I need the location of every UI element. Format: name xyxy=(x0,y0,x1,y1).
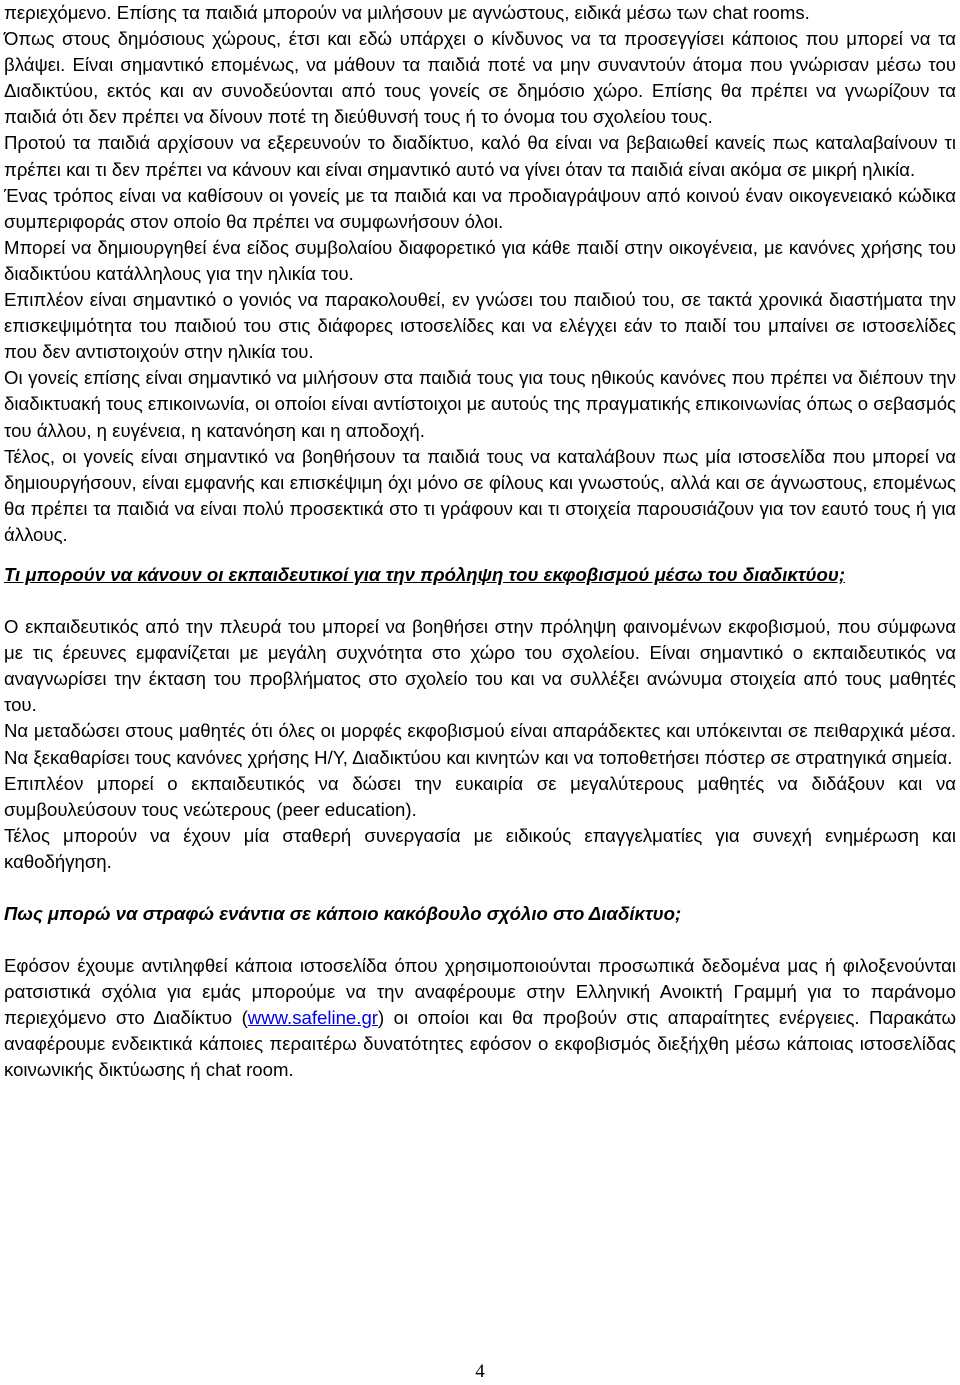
paragraph: Μπορεί να δημιουργηθεί ένα είδος συμβολαίου διαφορετικό για κάθε παιδί στην οικογένεια, με κανόνες χρήσης του διαδικτύου κατάλληλους για την ηλικία του. xyxy=(4,236,956,284)
paragraph: Προτού τα παιδιά αρχίσουν να εξερευνούν το διαδίκτυο, καλό θα είναι να βεβαιωθεί κανείς πως καταλαβαίνουν τι πρέπει και τι δεν πρέπει να κάνουν και είναι σημαντικό αυτό να γίνει όταν τα παιδιά είναι ακόμα σε μικρή ηλικία. xyxy=(4,132,956,180)
paragraph: Να μεταδώσει στους μαθητές ότι όλες οι μορφές εκφοβισμού είναι απαράδεκτες και υπόκεινται σε πειθαρχικά μέσα. Να ξεκαθαρίσει τους κανόνες χρήσης Η/Υ, Διαδικτύου και κινητών και να τοποθετήσει πόστερ σε στρατηγικά σημεία. xyxy=(4,720,956,768)
paragraph-comment xyxy=(4,953,956,1083)
section-heading-comment-text: Πως μπορώ να στραφώ ενάντια σε κάποιο κακόβουλο σχόλιο στο Διαδίκτυο; xyxy=(4,903,682,924)
safeline-link[interactable]: www.safeline.gr xyxy=(247,1007,378,1029)
paragraph-text: Εφόσον έχουμε αντιληφθεί κάποια ιστοσελίδα όπου χρησιμοποιούνται προσωπικά δεδομένα μας ή φιλοξενούνται ρατσιστικά σχόλια για εμάς μπορούμε να την αναφέρουμε στην Ελληνική Ανοικτή Γραμμή για το παράνομο περιεχόμενο στο Διαδίκτυο ( xyxy=(4,955,956,1029)
paragraph: Επιπλέον είναι σημαντικό ο γονιός να παρακολουθεί, εν γνώσει του παιδιού του, σε τακτά χρονικά διαστήματα την επισκεψιμότητα του παιδιού του στις διάφορες ιστοσελίδες και να ελέγχει εάν το παιδί του μπαίνει σε ιστοσελίδες που δεν αντιστοιχούν στην ηλικία του. xyxy=(4,289,956,363)
paragraph: Ο εκπαιδευτικός από την πλευρά του μπορεί να βοηθήσει στην πρόληψη φαινομένων εκφοβισμού, που σύμφωνα με τις έρευνες εμφανίζεται με μεγάλη συχνότητα στο χώρο του σχολείου. Είναι σημαντικό ο εκπαιδευτικός να αναγνωρίσει την έκταση του προβλήματος στο σχολείο του και να συλλέξει ανώνυμα στοιχεία από τους μαθητές του. xyxy=(4,616,956,716)
paragraph: Επιπλέον μπορεί ο εκπαιδευτικός να δώσει την ευκαιρία σε μεγαλύτερους μαθητές να διδάξουν και να συμβουλεύσουν τους νεώτερους (peer education). xyxy=(4,772,956,820)
paragraph: Ένας τρόπος είναι να καθίσουν οι γονείς με τα παιδιά και να προδιαγράψουν από κοινού έναν οικογενειακό κώδικα συμπεριφοράς στον οποίο θα πρέπει να συμφωνήσουν όλοι. xyxy=(4,184,956,232)
paragraph-text: ) οι οποίοι και θα προβούν στις απαραίτητες ενέργειες. Παρακάτω αναφέρουμε ενδεικτικά κάποιες περαιτέρω δυνατότητες εφόσον ο εκφοβισμός διεξήχθη μέσω κάποιας ιστοσελίδας κοινωνικής δικτύωσης ή chat room. xyxy=(4,1007,956,1081)
page-number: 4 xyxy=(475,1361,485,1382)
section-heading-comment xyxy=(4,901,956,927)
paragraph: Όπως στους δημόσιους χώρους, έτσι και εδώ υπάρχει ο κίνδυνος να τα προσεγγίσει κάποιος που μπορεί να τα βλάψει. Είναι σημαντικό επομένως, να μάθουν τα παιδιά ποτέ να μην συναντούν άτομα που γνώρισαν μέσω του Διαδικτύου, εκτός και αν συνοδεύονται από τους γονείς σε δημόσιο χώρο. Επίσης θα πρέπει να γνωρίζουν τα παιδιά ότι δεν πρέπει να δίνουν ποτέ τη διεύθυνσή τους ή το όνομα του σχολείου τους. xyxy=(4,28,956,128)
paragraph: Τέλος, οι γονείς είναι σημαντικό να βοηθήσουν τα παιδιά τους να καταλάβουν πως μία ιστοσελίδα που μπορεί να δημιουργήσουν, είναι εμφανής και επισκέψιμη όχι μόνο σε φίλους και γνωστούς, αλλά και σε άγνωστους, επομένως θα πρέπει τα παιδιά να είναι πολύ προσεκτικά στο τι γράφουν και τι στοιχεία παρουσιάζουν για τον εαυτό τους ή για άλλους. xyxy=(4,445,956,545)
paragraph: Τέλος μπορούν να έχουν μία σταθερή συνεργασία με ειδικούς επαγγελματίες για συνεχή ενημέρωση και καθοδήγηση. xyxy=(4,824,956,872)
section-heading-teachers: Τι μπορούν να κάνουν οι εκπαιδευτικοί για την πρόληψη του εκφοβισμού μέσω του διαδικτύου; xyxy=(4,563,846,585)
document-page xyxy=(4,0,956,1084)
paragraph: Οι γονείς επίσης είναι σημαντικό να μιλήσουν στα παιδιά τους για τους ηθικούς κανόνες που πρέπει να διέπουν την διαδικτυακή τους επικοινωνία, οι οποίοι είναι αντίστοιχοι με αυτούς της πραγματικής επικοινωνίας όπως ο σεβασμός του άλλου, η ευγένεια, η κατανόηση και η αποδοχή. xyxy=(4,367,956,441)
paragraph: περιεχόμενο. Επίσης τα παιδιά μπορούν να μιλήσουν με αγνώστους, ειδικά μέσω των chat rooms. xyxy=(4,2,810,23)
